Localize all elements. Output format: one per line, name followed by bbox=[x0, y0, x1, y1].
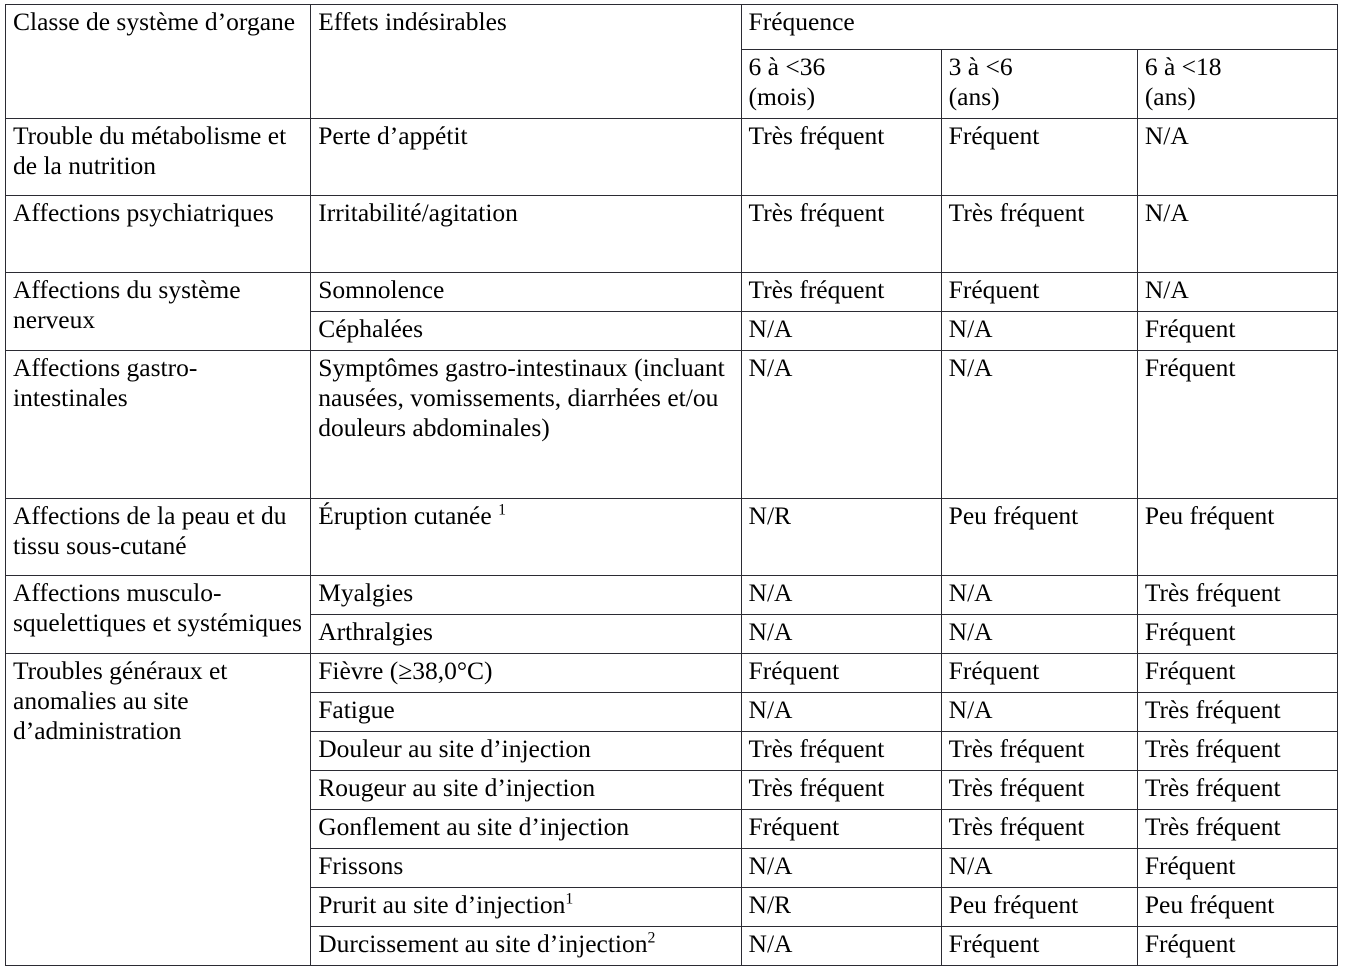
cell-freq-6-18-years: N/A bbox=[1137, 196, 1337, 273]
cell-freq-6-18-years: Fréquent bbox=[1137, 312, 1337, 351]
cell-adverse-effect bbox=[311, 693, 741, 732]
cell-adverse-effect bbox=[311, 927, 741, 966]
table-row bbox=[6, 196, 1338, 273]
cell-freq-6-18-years: Fréquent bbox=[1137, 927, 1337, 966]
adverse-effect-label: Gonflement au site d’injection bbox=[318, 812, 630, 841]
cell-freq-6-36-months: N/R bbox=[741, 499, 941, 576]
adverse-effect-label: Éruption cutanée bbox=[318, 501, 499, 530]
cell-freq-6-36-months: N/R bbox=[741, 888, 941, 927]
table-body bbox=[6, 119, 1338, 966]
cell-freq-3-6-years: N/A bbox=[941, 849, 1137, 888]
cell-freq-3-6-years: N/A bbox=[941, 312, 1137, 351]
cell-freq-3-6-years: Fréquent bbox=[941, 273, 1137, 312]
adverse-effect-label: Rougeur au site d’injection bbox=[318, 773, 596, 802]
adverse-effect-label: Frissons bbox=[318, 851, 404, 880]
cell-system-organ-class: Affections musculo-squelettiques et systémiques bbox=[6, 576, 311, 654]
cell-freq-6-36-months: Fréquent bbox=[741, 810, 941, 849]
cell-system-organ-class: Affections de la peau et du tissu sous-cutané bbox=[6, 499, 311, 576]
cell-freq-6-18-years: N/A bbox=[1137, 273, 1337, 312]
cell-freq-6-18-years: Très fréquent bbox=[1137, 810, 1337, 849]
cell-freq-6-18-years: Fréquent bbox=[1137, 654, 1337, 693]
header-freq-unit-3: (ans) bbox=[1144, 82, 1196, 112]
cell-freq-6-36-months: Très fréquent bbox=[741, 273, 941, 312]
cell-freq-6-36-months: N/A bbox=[741, 693, 941, 732]
footnote-marker: 1 bbox=[565, 890, 574, 908]
table-row bbox=[6, 654, 1338, 693]
cell-freq-3-6-years: Très fréquent bbox=[941, 196, 1137, 273]
cell-freq-6-36-months: N/A bbox=[741, 849, 941, 888]
cell-freq-3-6-years: Fréquent bbox=[941, 654, 1137, 693]
cell-freq-6-36-months: N/A bbox=[741, 312, 941, 351]
adverse-effects-table bbox=[5, 4, 1338, 966]
cell-system-organ-class: Trouble du métabolisme et de la nutrition bbox=[6, 119, 311, 196]
cell-freq-3-6-years: N/A bbox=[941, 615, 1137, 654]
cell-system-organ-class: Affections du système nerveux bbox=[6, 273, 311, 351]
cell-freq-3-6-years: Très fréquent bbox=[941, 732, 1137, 771]
cell-freq-3-6-years: Peu fréquent bbox=[941, 888, 1137, 927]
adverse-effect-label: Somnolence bbox=[318, 275, 445, 304]
cell-freq-6-18-years: Très fréquent bbox=[1137, 693, 1337, 732]
cell-freq-6-18-years: N/A bbox=[1137, 119, 1337, 196]
table-row bbox=[6, 119, 1338, 196]
header-freq-range-2: 3 à <6 bbox=[948, 52, 1013, 81]
header-system-organ-class: Classe de système d’organe bbox=[6, 5, 311, 119]
cell-freq-6-36-months: Fréquent bbox=[741, 654, 941, 693]
cell-adverse-effect bbox=[311, 273, 741, 312]
cell-freq-3-6-years: N/A bbox=[941, 693, 1137, 732]
header-freq-6-18-years bbox=[1137, 50, 1337, 119]
cell-adverse-effect bbox=[311, 888, 741, 927]
cell-freq-6-18-years: Fréquent bbox=[1137, 615, 1337, 654]
cell-adverse-effect bbox=[311, 654, 741, 693]
cell-freq-3-6-years: N/A bbox=[941, 576, 1137, 615]
table-header bbox=[6, 5, 1338, 119]
cell-freq-6-36-months: Très fréquent bbox=[741, 196, 941, 273]
header-freq-range-1: 6 à <36 bbox=[748, 52, 826, 81]
adverse-effect-label: Arthralgies bbox=[318, 617, 433, 646]
cell-adverse-effect bbox=[311, 119, 741, 196]
cell-freq-6-36-months: N/A bbox=[741, 576, 941, 615]
cell-adverse-effect bbox=[311, 196, 741, 273]
cell-adverse-effect bbox=[311, 732, 741, 771]
cell-adverse-effect bbox=[311, 810, 741, 849]
adverse-effect-label: Durcissement au site d’injection bbox=[318, 929, 648, 958]
footnote-marker: 1 bbox=[498, 501, 506, 519]
header-row-primary bbox=[6, 5, 1338, 50]
cell-freq-6-36-months: Très fréquent bbox=[741, 771, 941, 810]
cell-freq-6-36-months: N/A bbox=[741, 927, 941, 966]
header-freq-unit-1: (mois) bbox=[748, 82, 816, 112]
header-frequency-group: Fréquence bbox=[741, 5, 1337, 50]
adverse-effect-label: Myalgies bbox=[318, 578, 414, 607]
table-row bbox=[6, 576, 1338, 615]
cell-freq-3-6-years: Peu fréquent bbox=[941, 499, 1137, 576]
cell-adverse-effect bbox=[311, 576, 741, 615]
cell-adverse-effect bbox=[311, 312, 741, 351]
cell-freq-3-6-years: Très fréquent bbox=[941, 771, 1137, 810]
cell-freq-6-36-months: N/A bbox=[741, 351, 941, 499]
footnote-marker: 2 bbox=[647, 929, 656, 947]
cell-freq-6-18-years: Très fréquent bbox=[1137, 771, 1337, 810]
cell-adverse-effect bbox=[311, 499, 741, 576]
adverse-effect-label: Irritabilité/agitation bbox=[318, 198, 518, 227]
adverse-effect-label: Céphalées bbox=[318, 314, 424, 343]
cell-freq-6-36-months: N/A bbox=[741, 615, 941, 654]
cell-freq-3-6-years: Très fréquent bbox=[941, 810, 1137, 849]
cell-freq-6-18-years: Fréquent bbox=[1137, 351, 1337, 499]
cell-system-organ-class: Troubles généraux et anomalies au site d’administration bbox=[6, 654, 311, 966]
cell-freq-3-6-years: Fréquent bbox=[941, 927, 1137, 966]
header-freq-3-6-years bbox=[941, 50, 1137, 119]
cell-adverse-effect bbox=[311, 351, 741, 499]
header-freq-range-3: 6 à <18 bbox=[1144, 52, 1222, 81]
cell-freq-6-18-years: Très fréquent bbox=[1137, 576, 1337, 615]
cell-adverse-effect bbox=[311, 849, 741, 888]
adverse-effect-label: Fatigue bbox=[318, 695, 395, 724]
cell-freq-3-6-years: N/A bbox=[941, 351, 1137, 499]
cell-freq-6-36-months: Très fréquent bbox=[741, 732, 941, 771]
adverse-effect-label: Symptômes gastro-intestinaux (incluant nausées, vomissements, diarrhées et/ou douleurs abdominales) bbox=[318, 353, 725, 443]
cell-freq-6-18-years: Peu fréquent bbox=[1137, 888, 1337, 927]
cell-adverse-effect bbox=[311, 771, 741, 810]
header-freq-unit-2: (ans) bbox=[948, 82, 1000, 112]
cell-freq-3-6-years: Fréquent bbox=[941, 119, 1137, 196]
table-row bbox=[6, 273, 1338, 312]
adverse-effect-label: Perte d’appétit bbox=[318, 121, 468, 150]
cell-freq-6-18-years: Très fréquent bbox=[1137, 732, 1337, 771]
adverse-effect-label: Douleur au site d’injection bbox=[318, 734, 591, 763]
adverse-effect-label: Prurit au site d’injection bbox=[318, 890, 566, 919]
cell-freq-6-18-years: Peu fréquent bbox=[1137, 499, 1337, 576]
header-adverse-effects: Effets indésirables bbox=[311, 5, 741, 119]
cell-system-organ-class: Affections gastro-intestinales bbox=[6, 351, 311, 499]
table-row bbox=[6, 499, 1338, 576]
cell-system-organ-class: Affections psychiatriques bbox=[6, 196, 311, 273]
cell-adverse-effect bbox=[311, 615, 741, 654]
cell-freq-6-36-months: Très fréquent bbox=[741, 119, 941, 196]
adverse-effect-label: Fièvre (≥38,0°C) bbox=[318, 656, 493, 685]
header-freq-6-36-months bbox=[741, 50, 941, 119]
cell-freq-6-18-years: Fréquent bbox=[1137, 849, 1337, 888]
table-row bbox=[6, 351, 1338, 499]
